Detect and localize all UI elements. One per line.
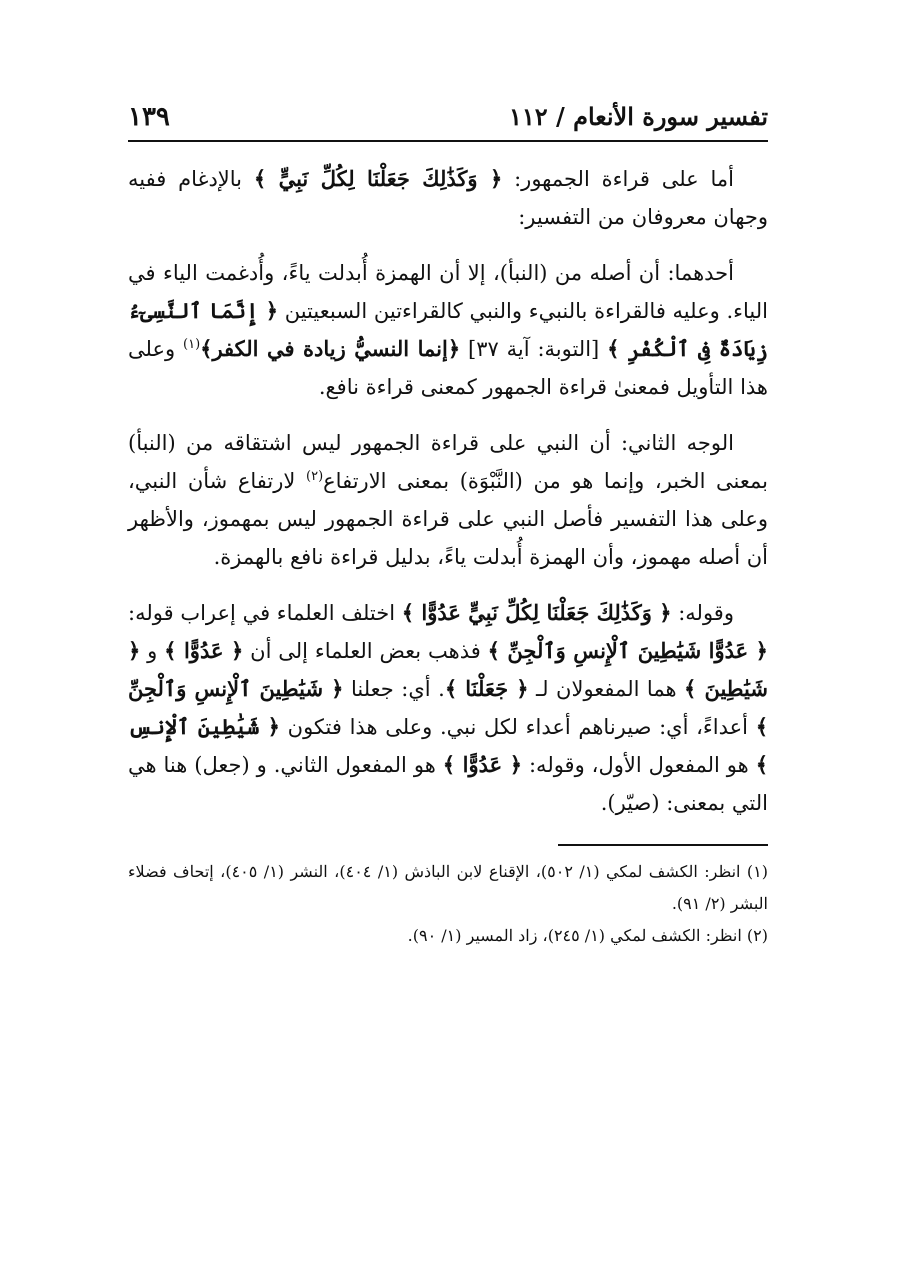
footnote-1: (١) انظر: الكشف لمكي (١/ ٥٠٢)، الإقناع لابن الباذش (١/ ٤٠٤)، النشر (١/ ٤٠٥)، إتحاف فضلاء البشر (٢/ ٩١). (128, 862, 769, 913)
quran-verse: ﴿ شَيَٰطِينَ ٱلْإِنسِ ﴾ (128, 714, 768, 777)
paragraph-jumhur-reading (128, 160, 768, 236)
quran-reading: ﴿إنما النسيُّ زيادة في الكفر﴾ (200, 336, 461, 361)
text-run: اختلف العلماء في إعراب قوله: (128, 601, 402, 625)
text-run: هو المفعول الأول، وقوله: (522, 753, 756, 777)
quran-word: ﴿ جَعَلْنَا ﴾ (444, 676, 529, 701)
paragraph-text (128, 594, 768, 822)
text-run: . أي: جعلنا (343, 677, 445, 701)
text-run: أما على قراءة الجمهور: (502, 167, 734, 191)
quran-verse: ﴿ شَيَٰطِينَ ٱلْإِنسِ وَٱلْجِنِّ ﴾ (128, 676, 768, 739)
text-run: أحدهما: أن أصله من (النبأ)، إلا أن الهمزة أُبدلت ياءً، وأُدغمت الياء في الياء. وعليه فالقراءة بالنبيء والنبي كالقراءتين السبعيتين (128, 261, 768, 323)
text-run: فذهب بعض العلماء إلى أن (243, 639, 488, 663)
running-title: تفسير سورة الأنعام / ١١٢ (508, 102, 768, 131)
text-run: لارتفاع شأن النبي، وعلى هذا التفسير فأصل النبي على قراءة الجمهور ليس بمهموز، والأظهر أن أصله مهموز، وأن الهمزة أُبدلت ياءً، بدليل قراءة نافع بالهمزة. (128, 469, 768, 569)
quran-word: ﴿ شَيَٰطِينَ ﴾ (128, 638, 768, 701)
text-run: وقوله: (671, 601, 734, 625)
quran-verse: ﴿ عَدُوًّا شَيَٰطِينَ ٱلْإِنسِ وَٱلْجِنِّ ﴾ (487, 638, 768, 663)
text-run: هما المفعولان لـ (528, 677, 685, 701)
footnote-marker[interactable]: (١) (183, 337, 201, 352)
footnote-separator (558, 844, 768, 846)
quran-word: ﴿ عَدُوًّا ﴾ (442, 752, 523, 777)
paragraph-irab (128, 594, 768, 822)
quran-verse: ﴿ إِنَّمَا ٱلنَّسِىٓءُ زِيَادَةٌ فِى ٱلْكُفْرِ ﴾ (128, 298, 768, 361)
running-header (128, 100, 768, 142)
text-run: [التوبة: آية ٣٧] (460, 337, 608, 361)
paragraph-text (128, 424, 768, 576)
footnote-2: (٢) انظر: الكشف لمكي (١/ ٢٤٥)، زاد المسير (١/ ٩٠). (407, 926, 768, 945)
quran-verse: ﴿ وَكَذَٰلِكَ جَعَلْنَا لِكُلِّ نَبِيٍّ ﴾ (253, 166, 503, 191)
text-run: هو المفعول الثاني. و (جعل) هنا هي التي بمعنى: (صيّر). (128, 753, 768, 815)
text-run: أعداءً، أي: صيرناهم أعداء لكل نبي. وعلى هذا فتكون (279, 715, 756, 739)
paragraph-text (128, 160, 768, 236)
quran-verse: ﴿ وَكَذَٰلِكَ جَعَلْنَا لِكُلِّ نَبِيٍّ عَدُوًّا ﴾ (401, 600, 672, 625)
book-page (128, 100, 768, 952)
footnote-marker[interactable]: (٢) (306, 469, 324, 484)
paragraph-text (128, 254, 768, 406)
text-run: و (140, 639, 165, 663)
text-run: بالإدغام ففيه وجهان معروفان من التفسير: (128, 167, 768, 229)
paragraph-first-aspect (128, 254, 768, 406)
paragraph-second-aspect (128, 424, 768, 576)
footnotes (128, 856, 768, 952)
text-run: وعلى هذا التأويل فمعنىٰ قراءة الجمهور كمعنى قراءة نافع. (128, 337, 768, 399)
page-number: ١٣٩ (128, 102, 170, 132)
text-run: الوجه الثاني: أن النبي على قراءة الجمهور ليس اشتقاقه من (النبأ) بمعنى الخبر، وإنما هو من (النَّبْوَة) بمعنى الارتفاع (128, 431, 768, 493)
quran-word: ﴿ عَدُوًّا ﴾ (164, 638, 244, 663)
